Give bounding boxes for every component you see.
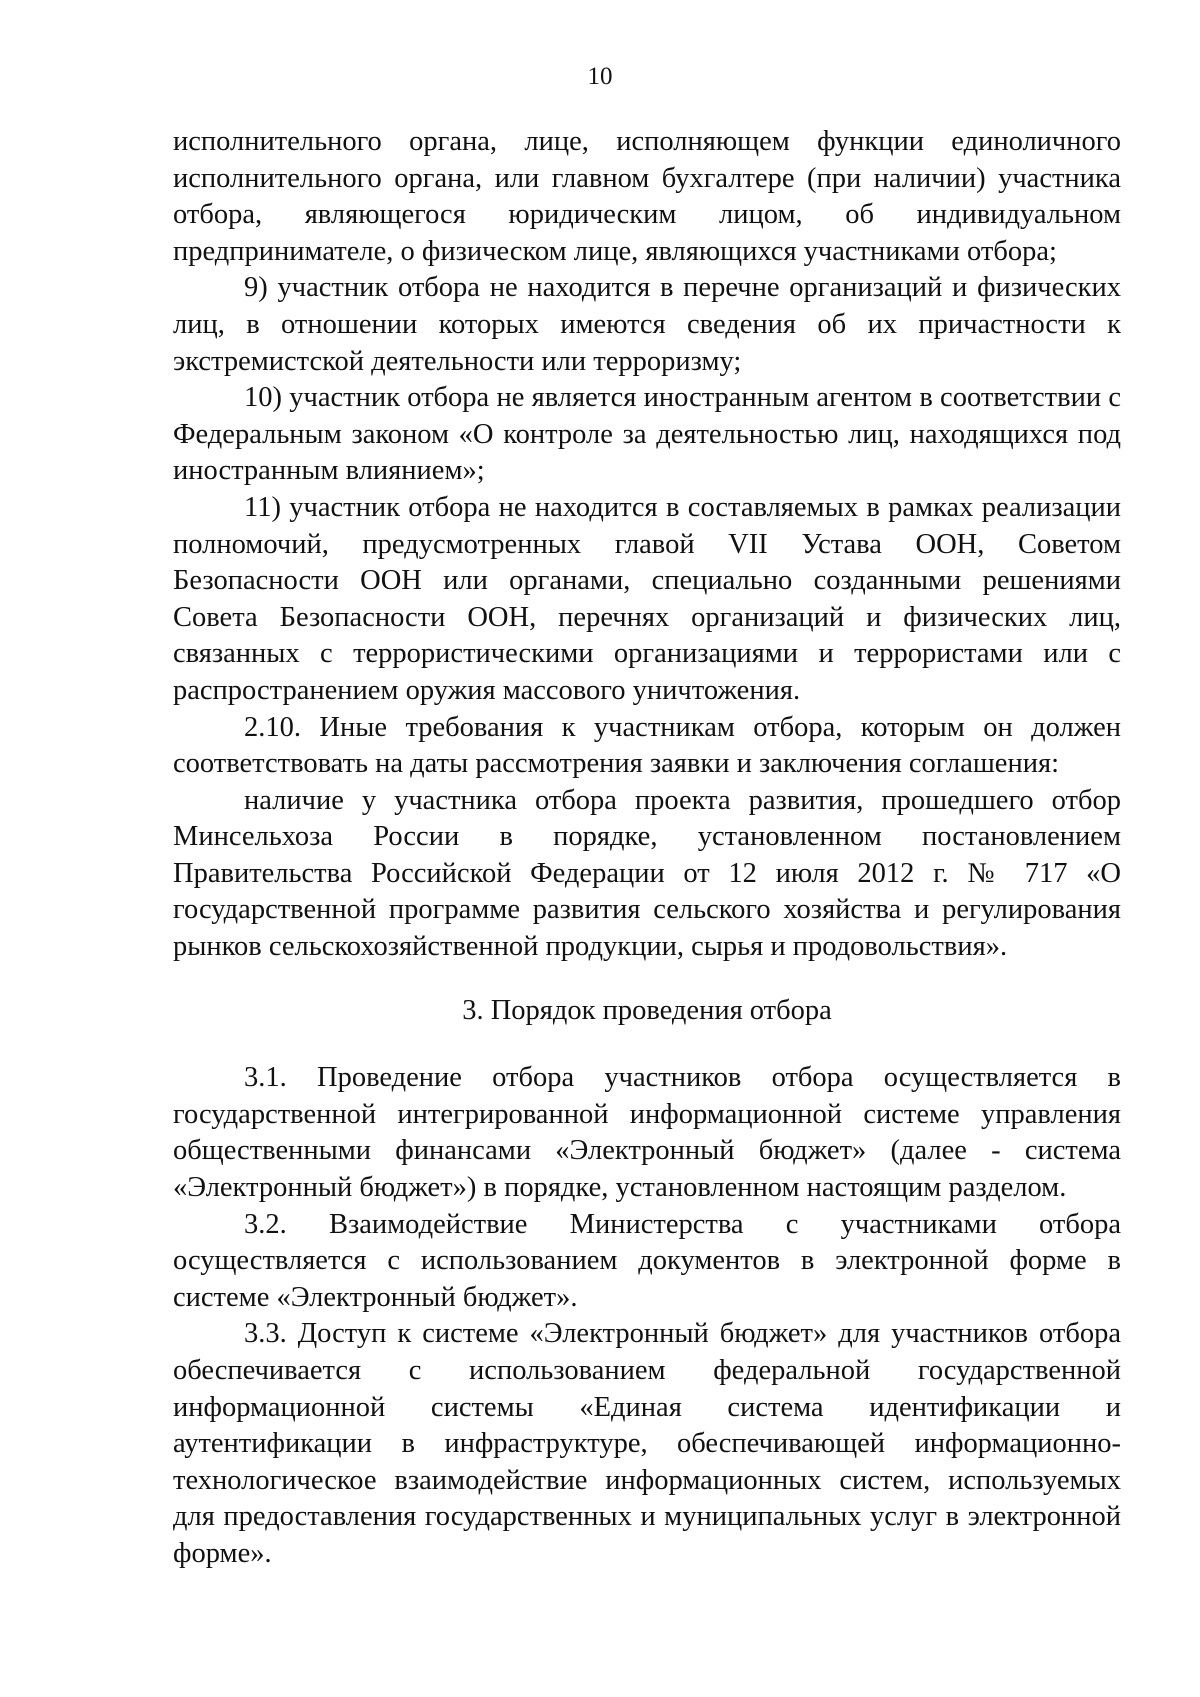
paragraph-3-3: 3.3. Доступ к системе «Электронный бюджет» для участников отбора обеспечивается с использованием федеральной государственной информационной системы «Единая система идентификации и аутентификации в инфраструктуре, обеспечивающей информационно-технологическое взаимодействие информационных систем, используемых для предоставления государственных и муниципальных услуг в электронной форме». (173, 1318, 1121, 1569)
paragraph-continuation: исполнительного органа, лице, исполняющем функции единоличного исполнительного органа, или главном бухгалтере (при наличии) участника отбора, являющегося юридическим лицом, об индивидуальном предпринимателе, о физическом лице, являющихся участниками отбора; (173, 126, 1121, 267)
paragraph-item-11: 11) участник отбора не находится в составляемых в рамках реализации полномочий, предусмотренных главой VII Устава ООН, Советом Безопасности ООН или органами, специально созданными решениями Совета Безопасности ООН, перечнях организаций и физических лиц, связанных с террористическими организациями и террористами или с распространением оружия массового уничтожения. (173, 491, 1121, 706)
paragraph-item-9: 9) участник отбора не находится в перечне организаций и физических лиц, в отношении которых имеются сведения об их причастности к экстремистской деятельности или терроризму; (173, 272, 1121, 377)
paragraph-item-10: 10) участник отбора не является иностранным агентом в соответствии с Федеральным законом «О контроле за деятельностью лиц, находящихся под иностранным влиянием»; (173, 382, 1121, 487)
page-number: 10 (587, 63, 613, 90)
document-body (173, 124, 1121, 1573)
section-heading: 3. Порядок проведения отбора (462, 994, 832, 1026)
paragraph-3-1: 3.1. Проведение отбора участников отбора осуществляется в государственной интегрированной информационной системе управления общественными финансами «Электронный бюджет» (далее - система «Электронный бюджет») в порядке, установленном настоящим разделом. (173, 1062, 1121, 1204)
paragraph-2-10: 2.10. Иные требования к участникам отбора, которым он должен соответствовать на даты рассмотрения заявки и заключения соглашения: (173, 711, 1121, 780)
paragraph-3-2: 3.2. Взаимодействие Министерства с участниками отбора осуществляется с использованием документов в электронной форме в системе «Электронный бюджет». (173, 1208, 1121, 1313)
paragraph-project-requirement: наличие у участника отбора проекта развития, прошедшего отбор Минсельхоза России в порядке, установленном постановлением Правительства Российской Федерации от 12 июля 2012 г. № 717 «О государственной программе развития сельского хозяйства и регулирования рынков сельскохозяйственной продукции, сырья и продовольствия». (173, 784, 1121, 963)
